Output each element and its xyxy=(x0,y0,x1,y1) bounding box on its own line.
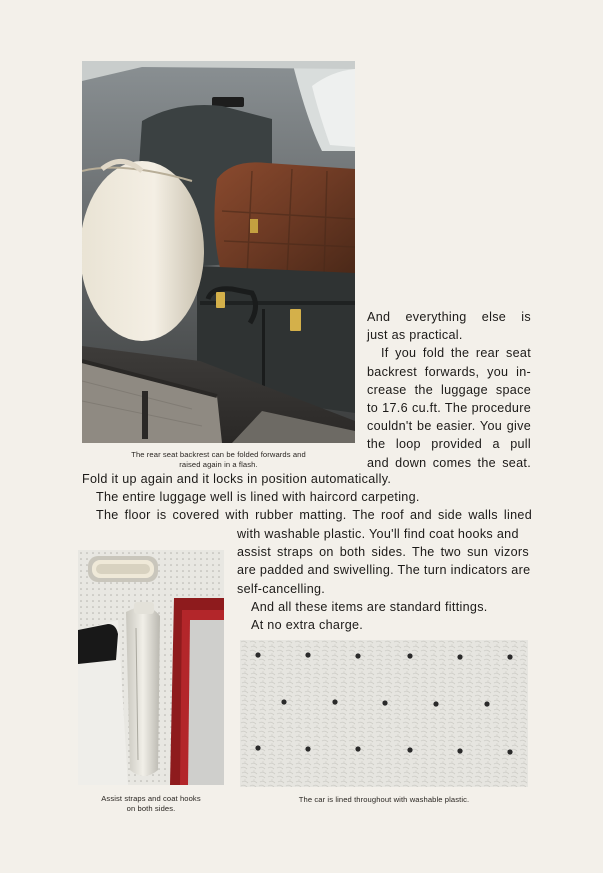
text-line: If you fold the rear seat xyxy=(381,346,531,361)
luggage-photo xyxy=(82,61,355,443)
features-paragraph xyxy=(82,470,532,525)
text-line: are padded and swivelling. The turn indicators are xyxy=(237,563,531,578)
strap-caption xyxy=(78,794,224,813)
text-line: crease the luggage space xyxy=(367,382,531,397)
intro-paragraph xyxy=(367,308,531,472)
strap-illustration xyxy=(78,550,224,785)
text-line: the loop provided a pull xyxy=(367,437,531,452)
lining-illustration xyxy=(240,640,528,787)
text-line: At no extra charge. xyxy=(251,618,364,633)
luggage-caption-line2: raised again in a flash. xyxy=(179,459,258,469)
text-line: The entire luggage well is lined with haircord carpeting. xyxy=(96,490,420,505)
text-line: and down comes the seat. xyxy=(367,455,531,470)
text-line: Fold it up again and it locks in position automatically. xyxy=(82,472,392,486)
text-line: backrest forwards, you in- xyxy=(367,364,531,379)
text-line: The floor is covered with rubber matting. The roof and side walls lined xyxy=(96,508,532,523)
text-line: And everything else is xyxy=(367,310,531,324)
text-line: just as practical. xyxy=(367,328,463,343)
text-line: And all these items are standard fittings. xyxy=(251,599,488,614)
luggage-illustration xyxy=(82,61,355,443)
luggage-caption-line1: The rear seat backrest can be folded forwards and xyxy=(131,450,306,459)
lining-photo xyxy=(240,640,528,787)
text-line: to 17.6 cu.ft. The procedure xyxy=(367,401,531,416)
text-line: self-cancelling. xyxy=(237,581,326,596)
text-line: assist straps on both sides. The two sun vizors xyxy=(237,545,529,560)
strap-caption-line2: on both sides. xyxy=(126,803,176,813)
fittings-paragraph xyxy=(237,525,529,634)
luggage-caption xyxy=(82,450,355,469)
strap-photo xyxy=(78,550,224,785)
lining-caption-text: The car is lined throughout with washable plastic. xyxy=(298,795,470,804)
text-line: couldn't be easier. You give xyxy=(367,419,531,434)
strap-caption-line1: Assist straps and coat hooks xyxy=(101,794,201,803)
text-line: with washable plastic. You'll find coat hooks and xyxy=(237,527,519,541)
lining-caption xyxy=(240,795,528,805)
